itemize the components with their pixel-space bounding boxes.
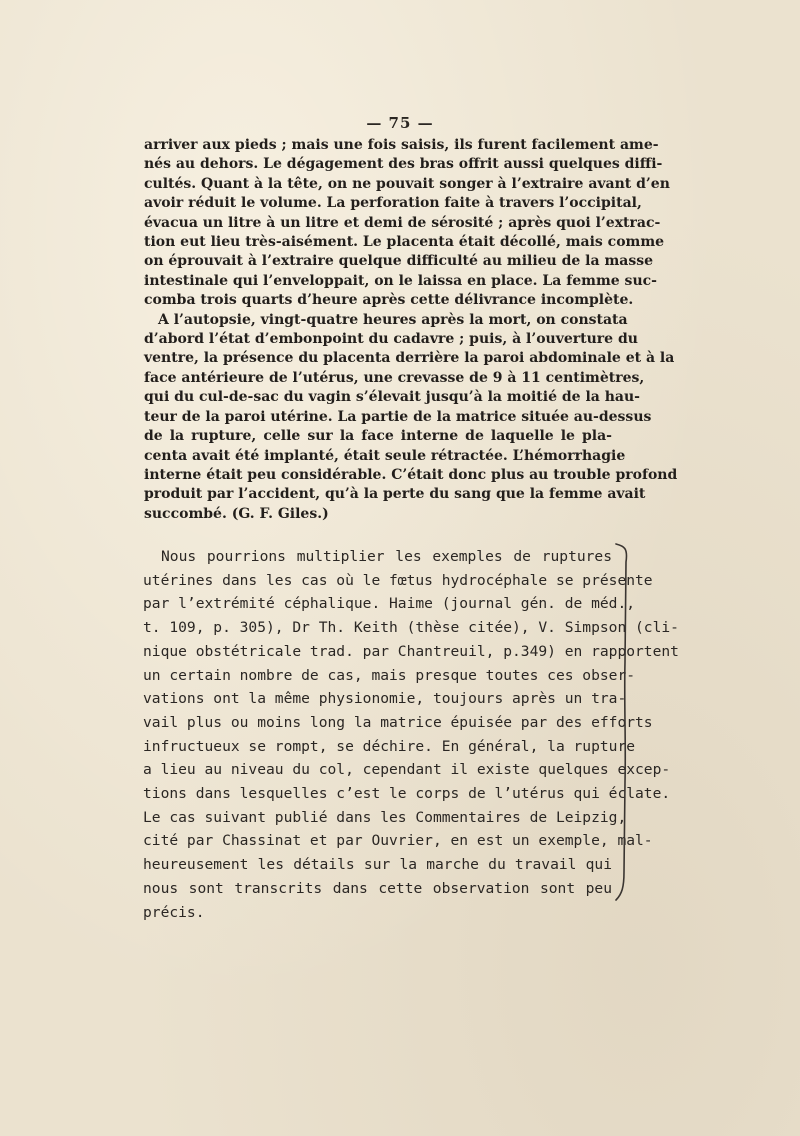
text-line: vail plus ou moins long la matrice épuisée par des efforts [143, 713, 653, 731]
text-line: interne était peu considérable. C’était donc plus au trouble profond [144, 466, 678, 483]
text-line: face antérieure de l’utérus, une crevasse de 9 à 11 centimètres, [144, 369, 645, 386]
text-line: d’abord l’état d’embonpoint du cadavre ; puis, à l’ouverture du [144, 331, 638, 348]
text-line: tion eut lieu très-aisément. Le placenta était décollé, mais comme [144, 234, 665, 251]
text-line: un certain nombre de cas, mais presque toutes ces obser- [143, 666, 636, 684]
text-line: intestinale qui l’enveloppait, on le laissa en place. La femme suc- [144, 272, 657, 289]
text-line: cultés. Quant à la tête, on ne pouvait songer à l’extraire avant d’en [144, 175, 670, 192]
handwritten-bracket-mark [614, 542, 638, 902]
text-line: par l’extrémité céphalique. Haime (journal gén. de méd., [143, 595, 636, 613]
text-line: produit par l’accident, qu’à la perte du sang que la femme avait [144, 486, 646, 503]
text-line: t. 109, p. 305), Dr Th. Keith (thèse citée), V. Simpson (cli- [143, 619, 679, 637]
text-line: comba trois quarts d’heure après cette délivrance incomplète. [144, 292, 634, 309]
text-line: on éprouvait à l’extraire quelque difficulté au milieu de la masse [144, 253, 653, 270]
text-line: infructueux se rompt, se déchire. En général, la rupture [143, 737, 636, 755]
text-line: a lieu au niveau du col, cependant il existe quelques excep- [143, 761, 671, 779]
text-line: centa avait été implanté, était seule rétractée. L’hémorrhagie [144, 447, 626, 464]
text-line: heureusement les détails sur la marche du travail qui [143, 856, 612, 874]
text-line: nous sont transcrits dans cette observation sont peu [143, 879, 612, 897]
text-line: succombé. (G. F. Giles.) [144, 505, 329, 522]
text-line: tions dans lesquelles c’est le corps de l’utérus qui éclate. [143, 785, 671, 803]
text-line: A l’autopsie, vingt-quatre heures après la mort, on constata [158, 311, 628, 328]
text-line: qui du cul-de-sac du vagin s’élevait jusqu’à la moitié de la hau- [144, 389, 640, 406]
text-line: nique obstétricale trad. par Chantreuil, p.349) en rapportent [143, 642, 679, 660]
text-line: avoir réduit le volume. La perforation faite à travers l’occipital, [144, 195, 642, 212]
main-paragraph [143, 545, 679, 924]
page-number: — 75 — [366, 114, 434, 132]
text-line: Nous pourrions multiplier les exemples de ruptures [161, 548, 612, 565]
text-line: teur de la paroi utérine. La partie de la matrice située au-dessus [144, 408, 652, 425]
text-line: ventre, la présence du placenta derrière la paroi abdominale et à la [144, 350, 675, 367]
text-line: précis. [143, 903, 205, 921]
text-line: vations ont la même physionomie, toujours après un tra- [143, 690, 627, 708]
text-line: de la rupture, celle sur la face interne de laquelle le pla- [144, 428, 612, 445]
text-line: Le cas suivant publié dans les Commentaires de Leipzig, [143, 808, 627, 826]
text-line: nés au dehors. Le dégagement des bras offrit aussi quelques diffi- [144, 156, 663, 173]
text-line: utérines dans les cas où le fœtus hydrocéphale se présente [143, 571, 653, 589]
case-report-paragraph [144, 136, 678, 524]
text-line: évacua un litre à un litre et demi de sérosité ; après quoi l’extrac- [144, 214, 661, 231]
text-line: cité par Chassinat et par Ouvrier, en est un exemple, mal- [143, 832, 653, 850]
text-line: arriver aux pieds ; mais une fois saisis, ils furent facilement ame- [144, 137, 659, 153]
